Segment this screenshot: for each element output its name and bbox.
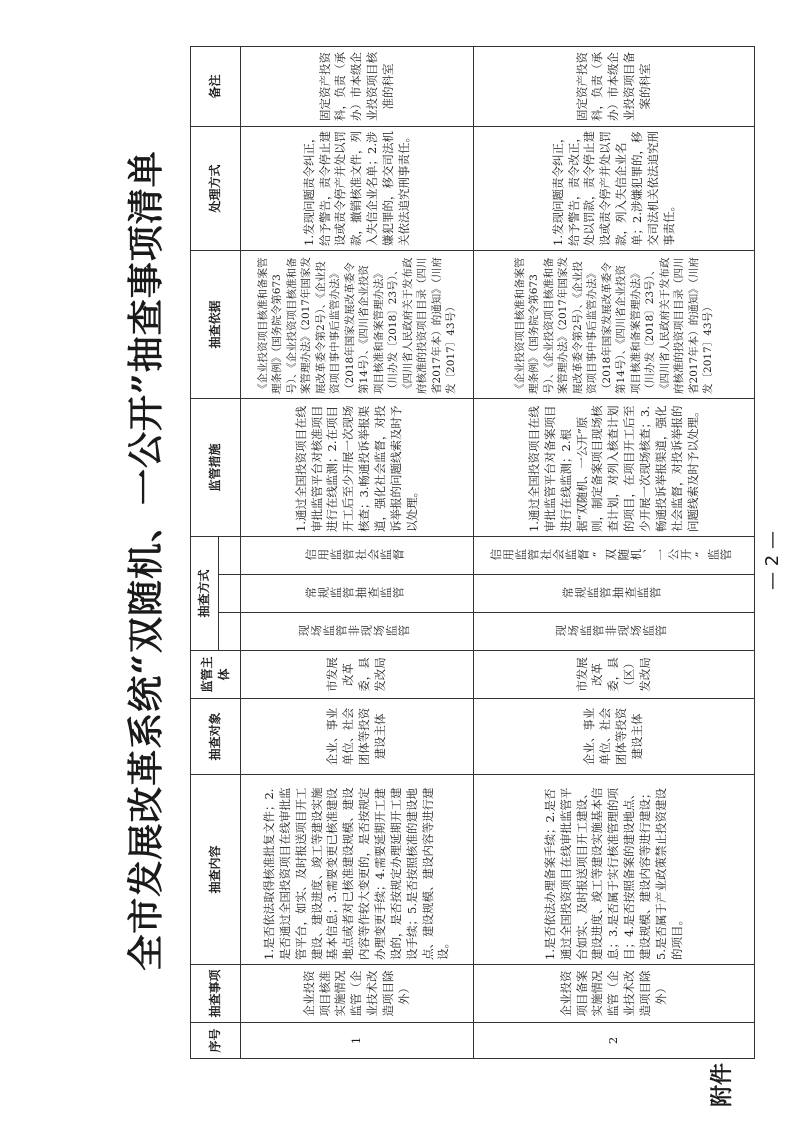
row-content: 1.是否依法取得核准批复文件；2.是否通过全国投资项目在线审批监管平台，如实、及时报送项目开工建设、建设进度、竣工等建设实施基本信息；3.需要变更已核准建设地点或者对已核准建设规模、建设内容等作较大变更的，是否按规定办理变更手续；4.需要延期开工建设的，是否按规定办理延期开工建设手续；5.是否按照核准的建设地点、建设规模、建设内容等进行建设。	[241, 775, 474, 965]
page-title: 全市发展改革系统“双随机、一公开”抽查事项清单	[125, 150, 167, 971]
row-seq: 2	[474, 1023, 755, 1059]
row-method-c	[474, 536, 755, 574]
header-content: 抽查内容	[191, 775, 241, 965]
row-note: 固定资产投资科，负责（承办）市本级企业投资项目备案的科室	[474, 46, 755, 126]
row-note: 固定资产投资科，负责（承办）市本级企业投资项目核准的科室	[241, 46, 474, 126]
header-subject: 监管主体	[191, 651, 241, 699]
row-item: 企业投资项目备案实施情况监管（企业技术改造项目除外）	[474, 965, 755, 1023]
header-method-b	[219, 575, 241, 613]
table-row	[241, 46, 474, 1058]
row-method-c	[241, 536, 474, 574]
row-method-a	[474, 613, 755, 651]
row-measures: 1.通过全国投资项目在线审批监管平台对核准项目进行在线监测；2.在项目开工后至少开展一次现场核查；3.畅通投诉举报渠道，强化社会监督，对投诉举报的问题线索及时予以处理。	[241, 398, 474, 536]
row-subject: 市发展改革委，县（区）发改局	[474, 651, 755, 699]
row-handling: 1.发现问题责令纠正，给予警告，责令停止建设或责令停产并处以罚款，撤销核准文件，列入失信企业名单；2.涉嫌犯罪的，移交司法机关依法追究刑事责任。	[241, 126, 474, 250]
header-object: 抽查对象	[191, 699, 241, 775]
row-method-b	[241, 575, 474, 613]
row-item: 企业投资项目核准实施情况监管（企业技术改造项目除外）	[241, 965, 474, 1023]
row-method-a-text: 现场监管非现场监管	[555, 623, 668, 638]
header-item: 抽查事项	[191, 965, 241, 1023]
row-method-b-text: 常规监管抽查监管	[304, 585, 405, 600]
row-seq: 1	[241, 1023, 474, 1059]
annex-label: 附件	[710, 1062, 735, 1107]
header-method-a	[219, 613, 241, 651]
row-handling: 1.发现问题责令纠正，给予警告，责令改正，处以罚款，责令停止建设或责令停产并处以罚款，列入失信企业名单；2.涉嫌犯罪的，移交司法机关依法追究刑事责任。	[474, 126, 755, 250]
header-measures: 监管措施	[191, 398, 241, 536]
row-method-a-text: 现场监管非现场监管	[298, 623, 411, 638]
row-method-c-text: 信用监管社会监督“双随机、一公开”监管	[490, 547, 733, 562]
row-method-b	[474, 575, 755, 613]
row-measures: 1.通过全国投资项目在线审批监管平台对备案项目进行在线监测；2.根据“双随机、一公开”原则，制定备案项目现场核查计划，对列入核查计划的项目，在项目开工后至少开展一次现场核查；3.畅通投诉举报渠道，强化社会监督，对投诉举报的问题线索及时予以处理。	[474, 398, 755, 536]
page-number: — 2 —	[762, 531, 783, 590]
header-note: 备注	[191, 46, 241, 126]
row-basis: 《企业投资项目核准和备案管理条例》（国务院令第673号）、《企业投资项目核准和备案管理办法》（2017年国家发展改革委令第2号）、《企业投资项目事中事后监管办法》（2018年国家发展改革委令第14号）、《四川省企业投资项目核准和备案管理办法》（川办发〔2018〕23号）、《四川省人民政府关于发布政府核准的投资项目目录（四川省2017年本）的通知》（川府发〔2017〕43号）	[241, 250, 474, 398]
row-object: 企业、事业单位、社会团体等投资建设主体	[474, 699, 755, 775]
header-handling: 处理方式	[191, 126, 241, 250]
row-method-c-text: 信用监管社会监督	[304, 547, 405, 562]
row-content: 1.是否依法办理备案手续；2.是否通过全国投资项目在线审批监管平台如实、及时报送项目开工建设、建设进度、竣工等建设实施基本信息；3.是否属于实行核准管理的项目；4.是否按照备案的建设地点、建设规模、建设内容等进行建设；5.是否属于产业政策禁止投资建设的项目。	[474, 775, 755, 965]
row-method-b-text: 常规监管抽查监管	[561, 585, 662, 600]
header-basis: 抽查依据	[191, 250, 241, 398]
inspection-list-table	[190, 46, 755, 1059]
header-seq: 序号	[191, 1023, 241, 1059]
row-object: 企业、事业单位、社会团体等投资建设主体	[241, 699, 474, 775]
header-method: 抽查方式	[191, 536, 219, 650]
header-method-c	[219, 536, 241, 574]
header-row	[191, 46, 219, 1058]
row-method-a	[241, 613, 474, 651]
table-row	[474, 46, 755, 1058]
row-subject: 市发展改革委，县发改局	[241, 651, 474, 699]
row-basis: 《企业投资项目核准和备案管理条例》（国务院令第673号）、《企业投资项目核准和备案管理办法》（2017年国家发展改革委令第2号）、《企业投资项目事中事后监管办法》（2018年国家发展改革委令第14号）、《四川省企业投资项目核准和备案管理办法》（川办发〔2018〕23号）、《四川省人民政府关于发布政府核准的投资项目目录（四川省2017年本）的通知》（川府发〔2017〕43号）	[474, 250, 755, 398]
